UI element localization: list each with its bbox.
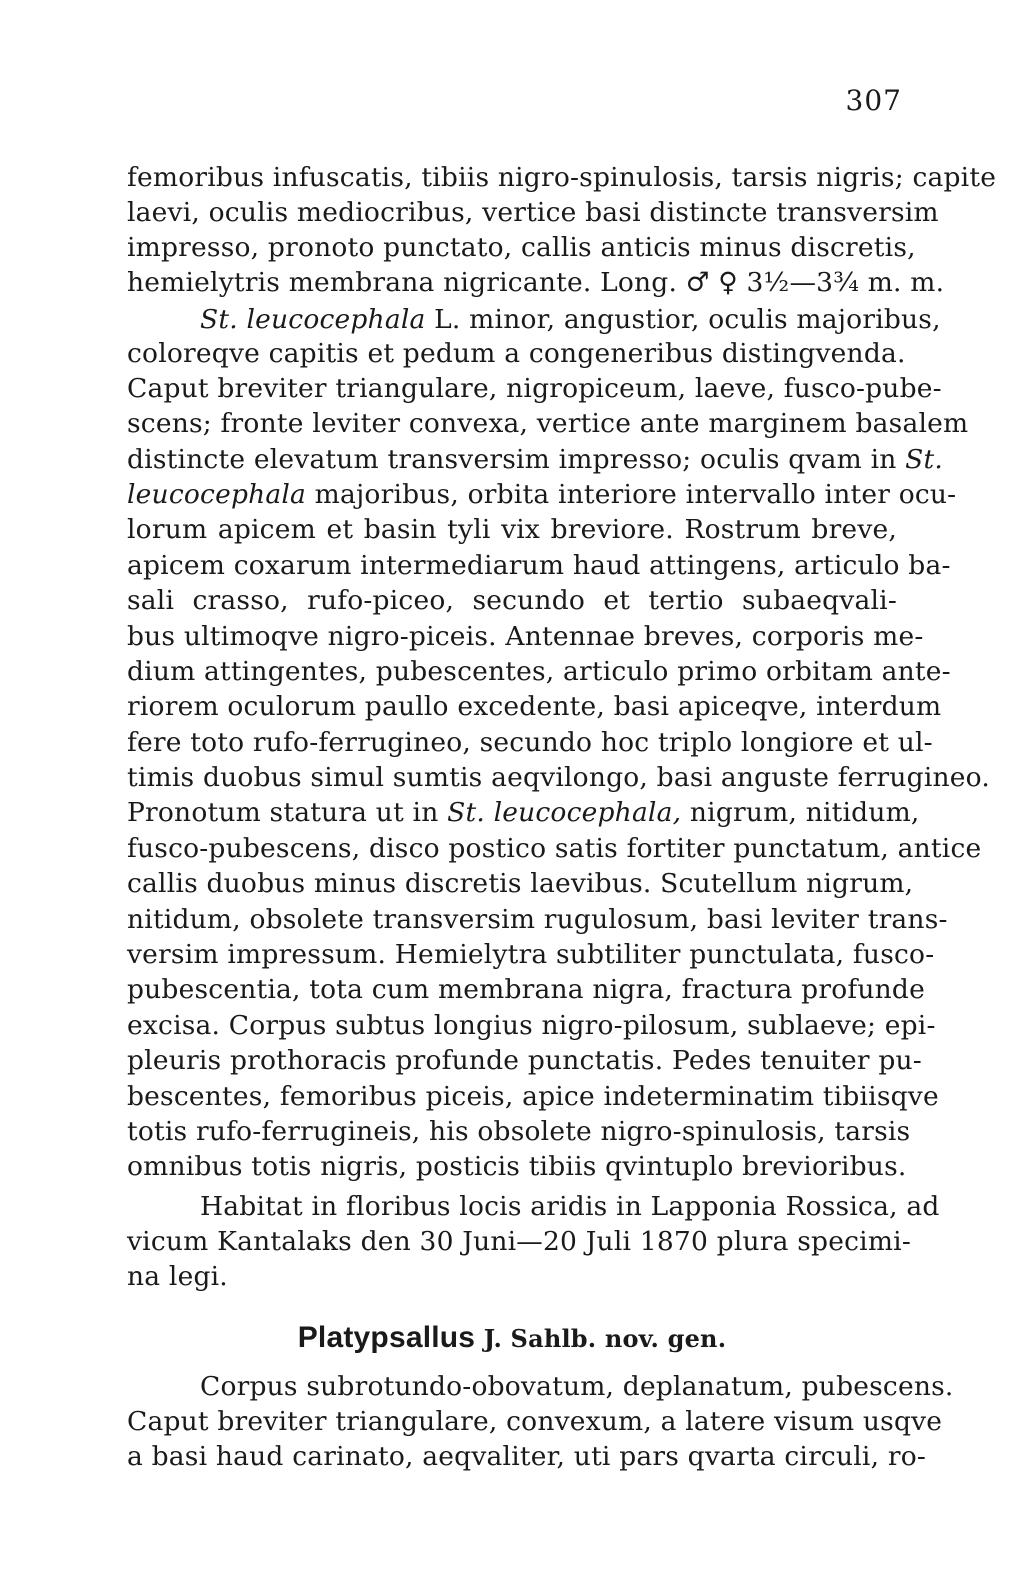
line-text: majoribus, orbita interiore intervallo inter ocu- <box>306 479 957 510</box>
text-line: Habitat in floribus locis aridis in Lapponia Rossica, ad <box>200 1191 940 1222</box>
text-line: nitidum, obsolete transversim rugulosum, basi leviter trans- <box>127 904 948 935</box>
text-line <box>127 475 957 515</box>
text-line: versim impressum. Hemielytra subtiliter punctulata, fusco- <box>127 939 935 970</box>
species-name: leucocephala <box>246 304 426 335</box>
text-line: na legi. <box>127 1261 228 1292</box>
line-text: distincte elevatum transversim impresso; oculis qvam in <box>127 444 897 475</box>
genus-author: J. Sahlb. nov. gen. <box>475 1324 727 1353</box>
text-line: bus ultimoqve nigro-piceis. Antennae breves, corporis me- <box>127 621 924 652</box>
species-name: leucocephala <box>127 479 307 510</box>
text-line: fusco-pubescens, disco postico satis fortiter punctatum, antice <box>127 833 982 864</box>
line-text: Pronotum statura ut in <box>127 797 439 828</box>
text-line: pubescentia, tota cum membrana nigra, fractura profunde <box>127 974 925 1005</box>
text-line: Caput breviter triangulare, nigropiceum, laeve, fusco-pube- <box>127 373 942 404</box>
text-line: a basi haud carinato, aeqvaliter, uti pars qvarta circuli, ro- <box>127 1441 927 1472</box>
text-line: sali crasso, rufo-piceo, secundo et tertio subaeqvali- <box>127 585 897 616</box>
genus-abbrev: St. <box>905 444 943 475</box>
text-line: bescentes, femoribus piceis, apice indeterminatim tibiisqve <box>127 1081 939 1112</box>
text-line: Caput breviter triangulare, convexum, a latere visum usqve <box>127 1406 943 1437</box>
text-line: vicum Kantalaks den 30 Juni—20 Juli 1870 plura specimi- <box>127 1226 911 1257</box>
text-line: hemielytris membrana nigricante. Long. ♂ ♀ 3½—3¾ m. m. <box>127 267 945 298</box>
text-line: dium attingentes, pubescentes, articulo primo orbitam ante- <box>127 656 951 687</box>
text-line: pleuris prothoracis profunde punctatis. Pedes tenuiter pu- <box>127 1045 922 1076</box>
text-line: excisa. Corpus subtus longius nigro-pilosum, sublaeve; epi- <box>127 1010 936 1041</box>
text-line: Corpus subrotundo-obovatum, deplanatum, pubescens. <box>200 1371 954 1402</box>
text-line: apicem coxarum intermediarum haud attingens, articulo ba- <box>127 550 951 581</box>
genus-abbrev: St. <box>447 797 485 828</box>
text-line: timis duobus simul sumtis aeqvilongo, basi anguste ferrugineo. <box>127 762 990 793</box>
text-line: totis rufo-ferrugineis, his obsolete nigro-spinulosis, tarsis <box>127 1116 911 1147</box>
text-line: scens; fronte leviter convexa, vertice ante marginem basalem <box>127 408 969 439</box>
text-line: omnibus totis nigris, posticis tibiis qvintuplo brevioribus. <box>127 1151 907 1182</box>
genus-abbrev: St. <box>200 304 238 335</box>
species-name: leucocephala, <box>493 797 682 828</box>
text-line: callis duobus minus discretis laevibus. Scutellum nigrum, <box>127 868 914 899</box>
page-number: 307 <box>845 84 902 117</box>
text-line: femoribus infuscatis, tibiis nigro-spinulosis, tarsis nigris; capite <box>127 162 997 193</box>
text-line: riorem oculorum paullo excedente, basi apiceqve, interdum <box>127 691 942 722</box>
species-description: L. minor, angustior, oculis majoribus, <box>425 304 941 335</box>
text-line: coloreqve capitis et pedum a congeneribus distingvenda. <box>127 338 906 369</box>
line-text: nigrum, nitidum, <box>681 797 920 828</box>
text-line: impresso, pronoto punctato, callis anticis minus discretis, <box>127 232 916 263</box>
text-line <box>127 793 920 833</box>
text-line <box>127 440 943 480</box>
text-line: laevi, oculis mediocribus, vertice basi distincte transversim <box>127 197 939 228</box>
genus-title: Platypsallus <box>297 1321 476 1354</box>
text-line: fere toto rufo-ferrugineo, secundo hoc triplo longiore et ul- <box>127 727 933 758</box>
genus-heading <box>127 1318 897 1358</box>
text-line: lorum apicem et basin tyli vix breviore. Rostrum breve, <box>127 514 897 545</box>
